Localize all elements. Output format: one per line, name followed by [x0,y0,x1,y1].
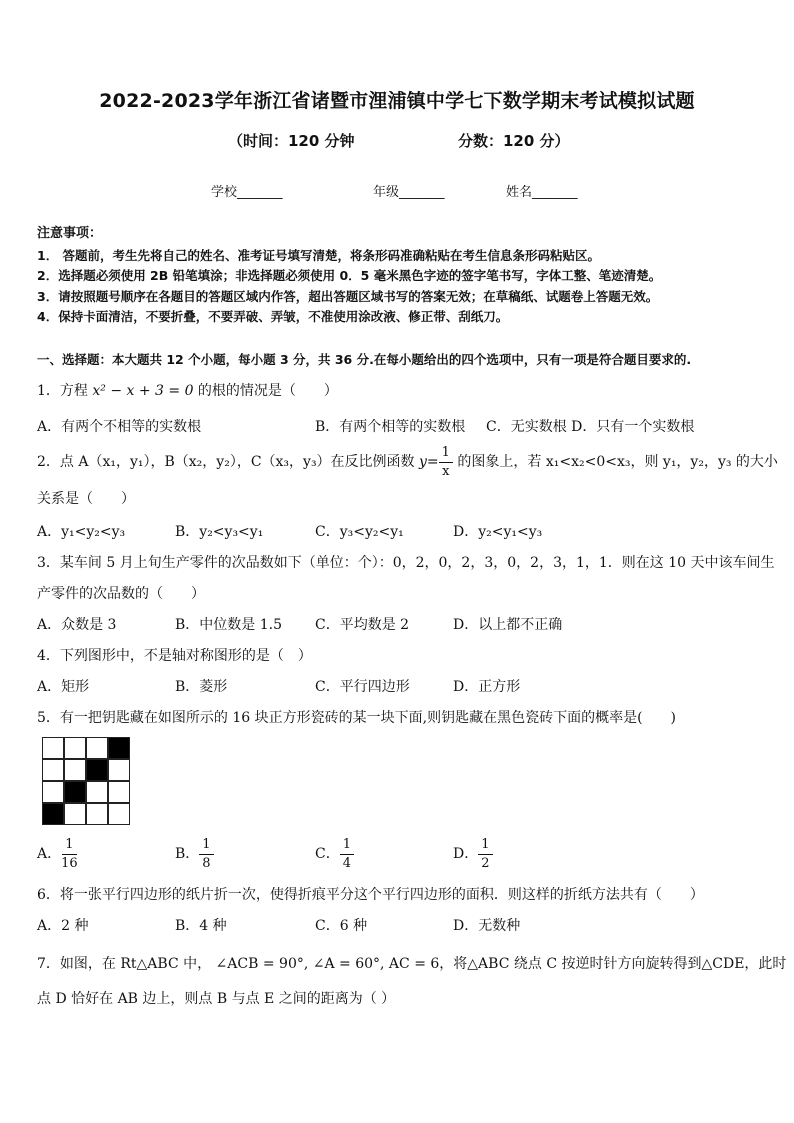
black-tile [64,781,86,803]
q1-option-b: B．有两个相等的实数根 [315,419,466,435]
black-tile [42,803,64,825]
white-tile [108,803,130,825]
q5-option-c [315,838,354,870]
question-3-line2: 产零件的次品数的（ ） [37,586,205,602]
fraction-numerator: 1 [478,838,492,855]
question-1 [37,380,338,400]
notice-item: 4．保持卡面清洁，不要折叠，不要弄破、弄皱，不准使用涂改液、修正带、刮纸刀。 [37,309,509,324]
q5-option-a [37,838,78,870]
white-tile [64,737,86,759]
notice-item: 1． 答题前，考生先将自己的姓名、准考证号填写清楚，将条形码准确粘贴在考生信息条形码粘贴区。 [37,248,601,263]
white-tile [86,781,108,803]
q3-option-d: D．以上都不正确 [453,617,563,633]
white-tile [86,803,108,825]
question-7: 7．如图，在 Rt△ABC 中， ∠ACB = 90°, ∠A = 60°, AC = 6，将△ABC 绕点 C 按逆时针方向旋转得到△CDE，此时 [37,956,787,972]
question-5: 5．有一把钥匙藏在如图所示的 16 块正方形瓷砖的某一块下面,则钥匙藏在黑色瓷砖下面的概率是( ) [37,710,676,726]
q2-function-fraction [439,446,453,478]
q2-function-lhs: y= [419,454,439,471]
white-tile [42,781,64,803]
white-tile [86,737,108,759]
q5-option-c-fraction [340,838,354,870]
question-7-line2: 点 D 恰好在 AB 边上，则点 B 与点 E 之间的距离为（ ） [37,991,396,1007]
q2-option-a: A．y₁<y₂<y₃ [37,524,126,540]
q5-option-b-label: B． [175,846,200,863]
q5-option-b-fraction [199,838,213,870]
white-tile [42,759,64,781]
tile-grid-figure [42,737,130,825]
section-heading: 一、选择题：本大题共 12 个小题，每小题 3 分，共 36 分.在每小题给出的四个选项中，只有一项是符合题目要求的. [37,352,692,367]
white-tile [108,781,130,803]
notice-item: 2．选择题必须使用 2B 铅笔填涂；非选择题必须使用 0．5 毫米黑色字迹的签字笔书写，字体工整、笔迹清楚。 [37,268,662,283]
q6-option-c: C．6 种 [315,918,368,934]
white-tile [108,759,130,781]
q2-stem-pre: 2．点 A（x₁，y₁），B（x₂，y₂），C（x₃，y₃）在反比例函数 [37,454,420,471]
q1-stem-post: 的根的情况是（ ） [193,383,338,399]
exam-title: 2022-2023学年浙江省诸暨市浬浦镇中学七下数学期末考试模拟试题 [99,90,695,112]
question-2 [37,446,778,478]
fraction-denominator: 2 [481,855,490,871]
q3-option-c: C．平均数是 2 [315,617,410,633]
question-2-line2: 关系是（ ） [37,491,135,507]
q1-option-a: A．有两个不相等的实数根 [37,419,202,435]
notice-heading: 注意事项： [37,226,103,241]
q4-option-a: A．矩形 [37,679,90,695]
q3-option-a: A．众数是 3 [37,617,117,633]
question-6: 6．将一张平行四边形的纸片折一次，使得折痕平分这个平行四边形的面积．则这样的折纸方法共有（ ） [37,887,704,903]
q1-stem-pre: 1．方程 [37,383,93,399]
fraction-denominator: 4 [342,855,351,871]
q2-stem-post: 的图象上，若 x₁<x₂<0<x₃，则 y₁，y₂，y₃ 的大小 [452,454,778,471]
q5-option-a-fraction [61,838,78,870]
fraction-numerator: 1 [340,838,354,855]
fraction-numerator: 1 [199,838,213,855]
q5-option-d-fraction [478,838,492,870]
q5-option-d-label: D． [453,846,479,863]
black-tile [86,759,108,781]
question-4: 4．下列图形中，不是轴对称图形的是（ ） [37,648,312,664]
exam-time: （时间：120 分钟 [228,132,355,150]
fraction-numerator: 1 [62,838,76,855]
question-3: 3．某车间 5 月上旬生产零件的次品数如下（单位：个）：0，2，0，2，3，0，2，3，1，1．则在这 10 天中该车间生 [37,555,775,571]
q2-fraction-denominator: x [442,463,450,479]
q1-option-cd: C．无实数根 D．只有一个实数根 [486,419,695,435]
q4-option-c: C．平行四边形 [315,679,410,695]
white-tile [42,737,64,759]
q6-option-b: B．4 种 [175,918,227,934]
school-field: 学校_______ [211,185,283,200]
fraction-denominator: 8 [202,855,211,871]
q5-option-d [453,838,493,870]
q2-option-c: C．y₃<y₂<y₁ [315,524,404,540]
white-tile [64,759,86,781]
q4-option-d: D．正方形 [453,679,521,695]
q3-option-b: B．中位数是 1.5 [175,617,283,633]
white-tile [64,803,86,825]
q5-option-a-label: A． [37,846,62,863]
q5-option-b [175,838,214,870]
q6-option-a: A．2 种 [37,918,89,934]
exam-score: 分数：120 分） [458,132,570,150]
fraction-denominator: 16 [61,855,78,871]
q2-option-d: D．y₂<y₁<y₃ [453,524,543,540]
q2-option-b: B．y₂<y₃<y₁ [175,524,264,540]
q5-option-c-label: C． [315,846,340,863]
name-field: 姓名_______ [506,185,578,200]
q2-fraction-numerator: 1 [439,446,453,463]
q6-option-d: D．无数种 [453,918,521,934]
q4-option-b: B．菱形 [175,679,228,695]
grade-field: 年级_______ [373,185,445,200]
black-tile [108,737,130,759]
q1-equation: x² − x + 3 = 0 [92,383,194,399]
notice-item: 3．请按照题号顺序在各题目的答题区域内作答，超出答题区域书写的答案无效；在草稿纸、试题卷上答题无效。 [37,289,659,304]
